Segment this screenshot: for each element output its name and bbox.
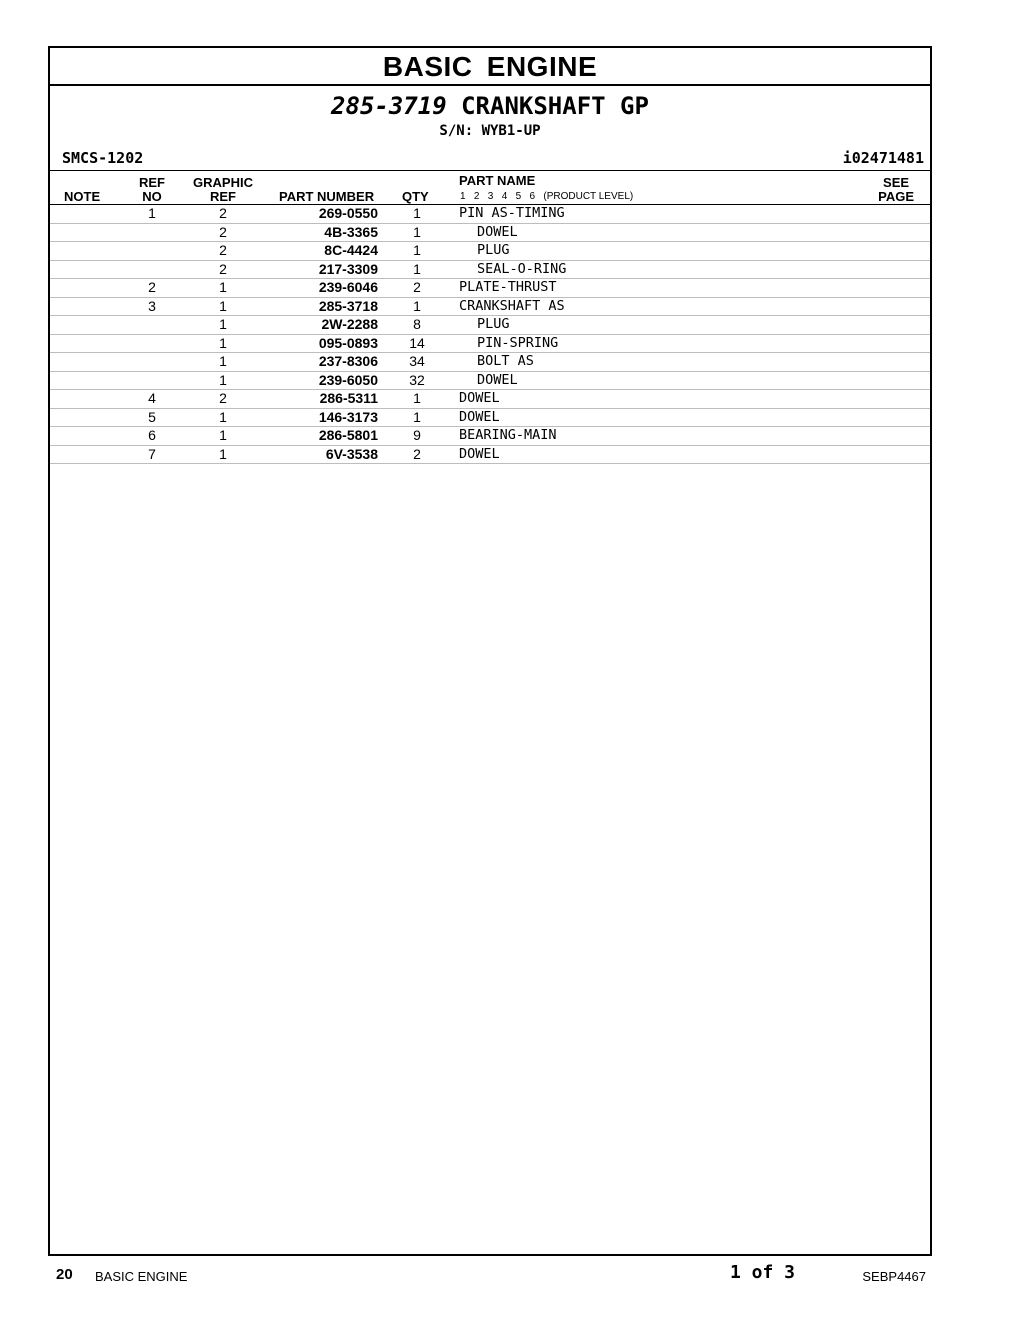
graphic-ref: 1 <box>219 427 227 443</box>
graphic-ref: 1 <box>219 445 227 462</box>
smcs-code: SMCS-1202 <box>62 149 144 167</box>
column-header-product-levels: 1 2 3 4 5 6 (PRODUCT LEVEL) <box>460 191 634 202</box>
part-number[interactable]: 286-5801 <box>318 427 378 443</box>
quantity: 2 <box>413 445 421 462</box>
quantity: 1 <box>413 260 421 277</box>
graphic-ref: 1 <box>219 371 227 388</box>
column-header-graphic-bottom: REF <box>210 189 236 204</box>
part-name: SEAL-O-RING <box>477 260 567 277</box>
table-row <box>50 261 930 280</box>
graphic-ref: 2 <box>219 205 227 221</box>
part-name: DOWEL <box>477 371 518 388</box>
table-body <box>50 205 930 464</box>
table-row <box>50 353 930 372</box>
table-row <box>50 242 930 261</box>
part-number[interactable]: 286-5311 <box>319 390 378 406</box>
footer-page-number: 20 <box>56 1266 73 1283</box>
part-number[interactable]: 217-3309 <box>318 260 378 277</box>
graphic-ref: 1 <box>219 408 227 425</box>
column-header-part-number: PART NUMBER <box>279 189 375 204</box>
parts-page-frame <box>48 46 932 1256</box>
quantity: 32 <box>409 371 425 388</box>
graphic-ref: 2 <box>219 260 227 277</box>
group-title <box>50 92 930 120</box>
column-header-graphic-ref <box>190 176 256 204</box>
part-name: PLUG <box>477 242 510 258</box>
part-number[interactable]: 237-8306 <box>318 353 378 369</box>
ref-no: 2 <box>148 279 156 295</box>
column-header-ref-top: REF <box>139 175 165 190</box>
table-row <box>50 427 930 446</box>
graphic-ref: 1 <box>219 334 227 351</box>
part-name: PLATE-THRUST <box>459 279 557 295</box>
ref-no: 5 <box>148 408 156 425</box>
part-number[interactable]: 8C-4424 <box>324 242 378 258</box>
part-name: DOWEL <box>459 408 500 425</box>
ref-no: 3 <box>148 297 156 314</box>
graphic-ref: 2 <box>219 390 227 406</box>
table-row <box>50 335 930 354</box>
section-title: BASIC ENGINE <box>50 48 930 86</box>
column-header-graphic-top: GRAPHIC <box>193 175 253 190</box>
part-name: DOWEL <box>459 390 500 406</box>
footer-sheet-count: 1 of 3 <box>730 1262 796 1283</box>
table-row <box>50 279 930 298</box>
column-header-ref-bottom: NO <box>142 189 162 204</box>
table-row <box>50 316 930 335</box>
graphic-ref: 1 <box>219 353 227 369</box>
column-header-part-name: PART NAME <box>459 173 536 188</box>
graphic-ref: 1 <box>219 316 227 332</box>
table-row <box>50 372 930 391</box>
table-row <box>50 446 930 465</box>
footer-document-id: SEBP4467 <box>862 1269 926 1284</box>
table-row <box>50 224 930 243</box>
graphic-ref: 1 <box>219 279 227 295</box>
quantity: 1 <box>413 390 421 406</box>
ref-no: 7 <box>148 445 156 462</box>
table-header <box>50 171 930 205</box>
part-name: PIN-SPRING <box>477 334 559 351</box>
table-row <box>50 298 930 317</box>
quantity: 1 <box>413 242 421 258</box>
column-header-see-page <box>878 176 914 204</box>
illustration-id: i02471481 <box>842 149 924 167</box>
column-header-see-top: SEE <box>883 175 910 190</box>
quantity: 34 <box>409 353 425 369</box>
part-number[interactable]: 269-0550 <box>318 205 378 221</box>
part-number[interactable]: 239-6050 <box>318 371 378 388</box>
table-row <box>50 409 930 428</box>
quantity: 8 <box>413 316 421 332</box>
part-number[interactable]: 2W-2288 <box>321 316 378 332</box>
footer-section-name: BASIC ENGINE <box>95 1269 188 1284</box>
part-number[interactable]: 6V-3538 <box>325 445 378 462</box>
part-number[interactable]: 239-6046 <box>318 279 378 295</box>
group-name: CRANKSHAFT GP <box>461 92 649 120</box>
quantity: 1 <box>413 223 421 240</box>
part-name: BEARING-MAIN <box>459 427 557 443</box>
quantity: 1 <box>413 408 421 425</box>
group-number: 285-3719 <box>331 92 447 120</box>
quantity: 9 <box>413 427 421 443</box>
part-name: PLUG <box>477 316 510 332</box>
graphic-ref: 2 <box>219 242 227 258</box>
part-number[interactable]: 095-0893 <box>318 334 378 351</box>
quantity: 2 <box>413 279 421 295</box>
part-number[interactable]: 146-3173 <box>318 408 378 425</box>
part-name: BOLT AS <box>477 353 534 369</box>
serial-number: S/N: WYB1-UP <box>439 123 541 139</box>
part-name: PIN AS-TIMING <box>459 205 565 221</box>
column-header-see-bottom: PAGE <box>878 189 914 204</box>
quantity: 1 <box>413 205 421 221</box>
part-name: CRANKSHAFT AS <box>459 297 565 314</box>
column-header-ref-no <box>134 176 170 204</box>
table-row <box>50 205 930 224</box>
ref-no: 4 <box>148 390 156 406</box>
part-number[interactable]: 285-3718 <box>318 297 378 314</box>
part-name: DOWEL <box>459 445 500 462</box>
graphic-ref: 2 <box>219 223 227 240</box>
ref-no: 6 <box>148 427 156 443</box>
column-header-note: NOTE <box>64 189 101 204</box>
parts-table <box>50 170 930 464</box>
ref-no: 1 <box>148 205 156 221</box>
graphic-ref: 1 <box>219 297 227 314</box>
table-row <box>50 390 930 409</box>
quantity: 1 <box>413 297 421 314</box>
column-header-qty: QTY <box>402 189 429 204</box>
part-number[interactable]: 4B-3365 <box>324 223 378 240</box>
quantity: 14 <box>409 334 425 351</box>
part-name: DOWEL <box>477 223 518 240</box>
